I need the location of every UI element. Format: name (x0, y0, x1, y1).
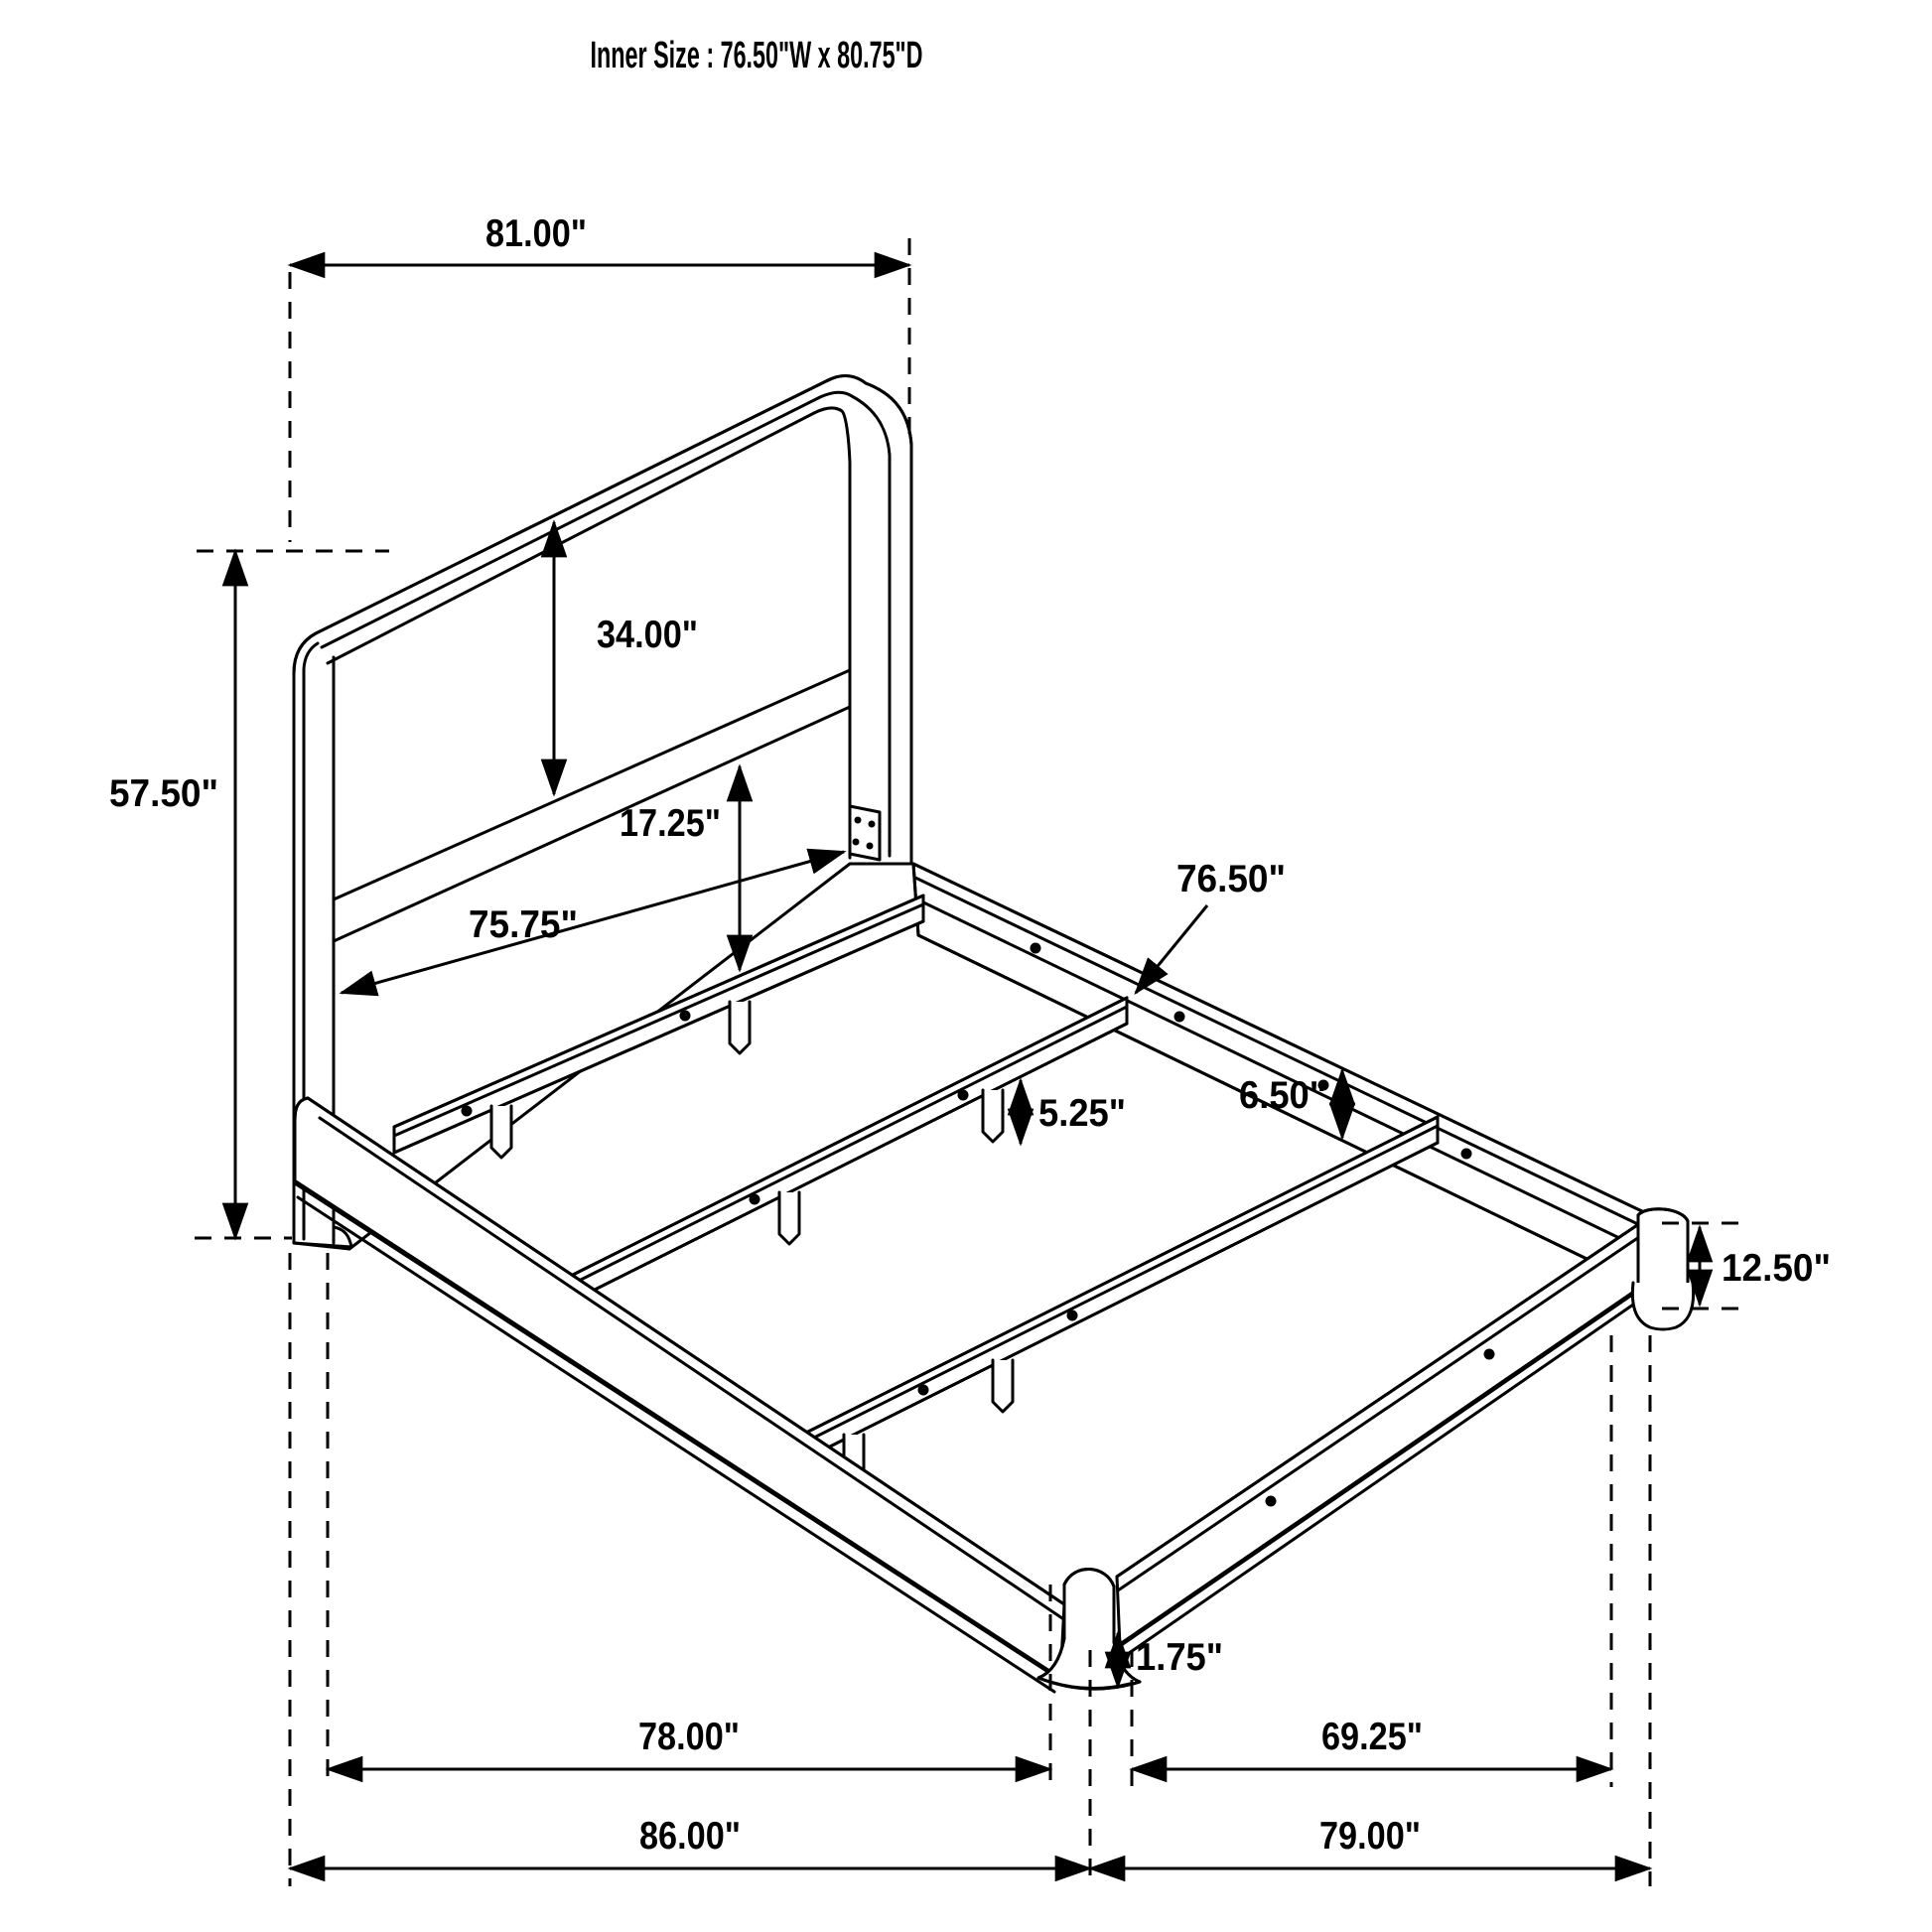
slat-bottom-edge (569, 1024, 1127, 1303)
foot-rail-bottom-edge (1120, 1289, 1638, 1644)
far-corner-post (1632, 1209, 1693, 1329)
screw-dot (1461, 1149, 1472, 1160)
dim-label: 12.50" (1722, 1247, 1831, 1290)
dim-label: 78.00" (638, 1716, 740, 1758)
bed-frame-line-art (294, 375, 1694, 1692)
foot-rail-upper-line (1118, 1235, 1642, 1590)
near-rail-bottom-edge (296, 1181, 1060, 1678)
screw-dot (1484, 1349, 1495, 1360)
headboard (294, 375, 911, 1249)
foot-rail-face (1117, 1221, 1643, 1646)
dim-label: 81.00" (485, 212, 587, 255)
slat-face (569, 998, 1127, 1303)
foot-rail-molding-line (1122, 1303, 1636, 1658)
dim-label: 79.00" (1319, 1815, 1421, 1858)
mounting-bracket (850, 806, 880, 860)
screw-dot (680, 1011, 691, 1022)
bracket-screw-dot (869, 821, 876, 828)
dim-label: 34.00" (597, 614, 698, 656)
near-rail-molding-line (298, 1197, 1054, 1692)
screw-dot (918, 1385, 929, 1396)
page-title: Inner Size : 76.50"W x 80.75"D (590, 35, 923, 76)
dim-label: 5.25" (1038, 1092, 1126, 1135)
dim-overall-width (290, 1815, 1090, 1868)
dim-label: 75.75" (469, 903, 578, 946)
dim-label: 57.50" (109, 772, 218, 815)
slat-face (804, 1117, 1438, 1459)
dim-platform-width (328, 1716, 1050, 1769)
dim-footboard-height (1700, 1227, 1831, 1305)
support-slat-2 (569, 998, 1127, 1303)
screw-dot (958, 1090, 969, 1101)
leader-line (1136, 905, 1207, 993)
slat-leg (730, 1002, 750, 1053)
far-foot-bun (1632, 1283, 1693, 1329)
bracket-screw-dot (853, 839, 860, 846)
dim-label: 76.50" (1176, 858, 1286, 900)
slat-leg (993, 1360, 1013, 1412)
slat-bottom-edge (804, 1143, 1438, 1459)
near-side-rail (295, 1098, 1064, 1692)
dim-label: 86.00" (639, 1815, 741, 1858)
dim-platform-depth (1132, 1716, 1611, 1769)
bracket-screw-dot (867, 843, 874, 850)
screw-dot (1266, 1496, 1277, 1507)
bracket-screw-dot (855, 817, 862, 824)
dim-label: 69.25" (1321, 1716, 1423, 1758)
dim-headboard-width (290, 212, 909, 265)
foot-rail-top-edge (1117, 1221, 1643, 1577)
screw-dot (1067, 1311, 1078, 1321)
near-rail-face (295, 1098, 1064, 1680)
dim-slat-length (1136, 858, 1286, 993)
dim-overall-depth (1090, 1815, 1650, 1868)
screw-dot (750, 1194, 760, 1205)
dim-slat-leg-height (1021, 1080, 1126, 1144)
screw-dot (462, 1106, 473, 1117)
dim-label: 1.75" (1136, 1636, 1223, 1679)
slat-leg (983, 1090, 1003, 1142)
foot-rail (1117, 1221, 1643, 1658)
slat-inner-line (569, 1007, 1127, 1286)
dim-headboard-height (109, 551, 235, 1238)
dim-label: 17.25" (620, 802, 721, 845)
dim-label: 6.50" (1239, 1074, 1326, 1117)
slat-leg (491, 1106, 511, 1158)
far-rail-top-edge (913, 864, 1646, 1213)
slat-top-edge (804, 1117, 1438, 1434)
slat-leg (779, 1192, 799, 1244)
screw-dot (1174, 1012, 1185, 1023)
near-rail-top-edge (308, 1098, 1064, 1604)
bracket-plate (850, 806, 880, 860)
slat-inner-line (804, 1126, 1438, 1443)
screw-dot (1031, 943, 1041, 954)
